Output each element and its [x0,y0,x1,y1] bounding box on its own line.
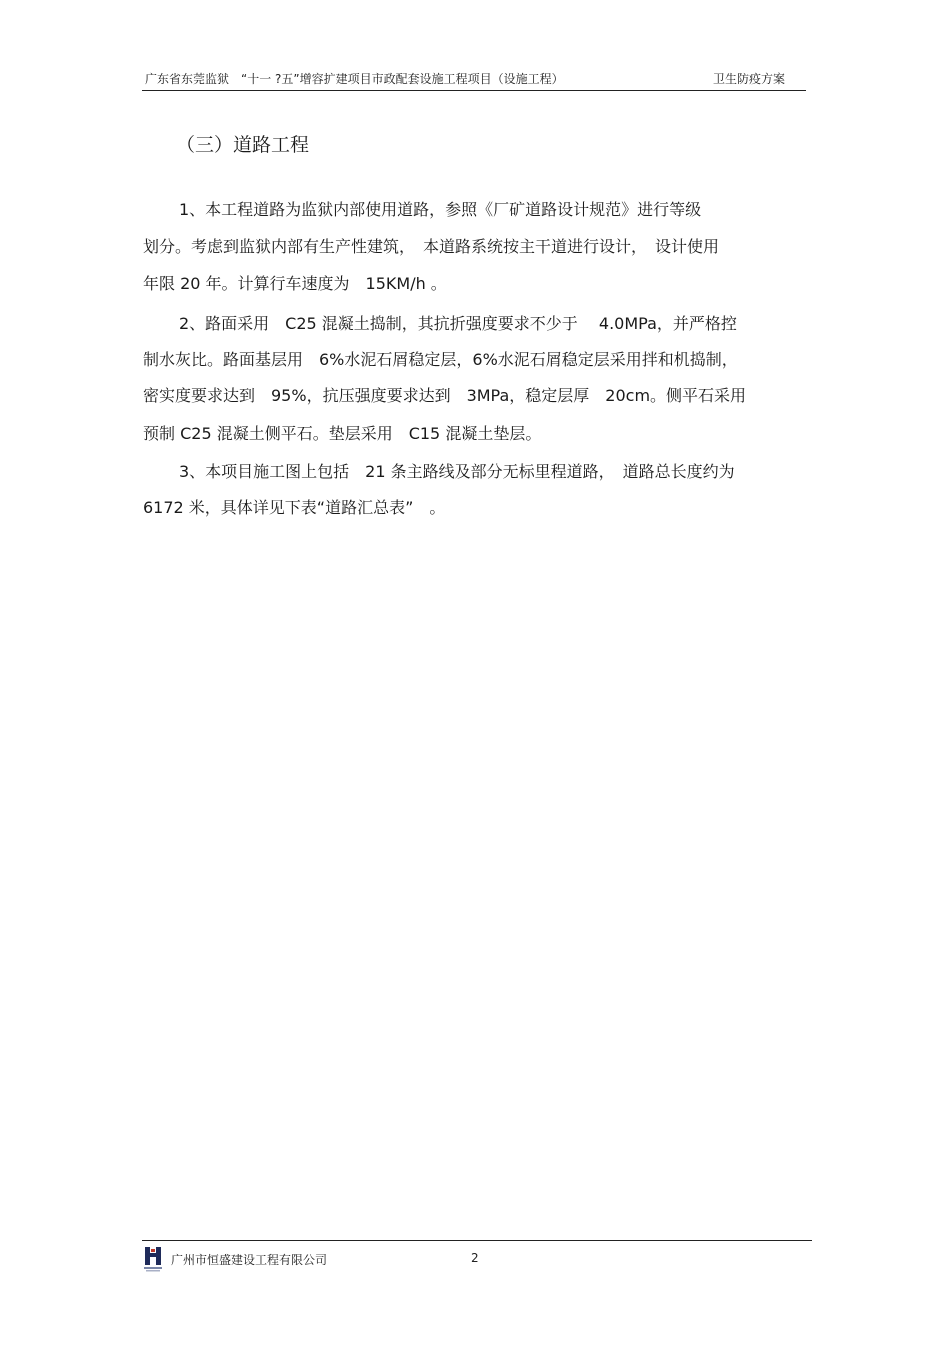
company-logo-icon [143,1246,163,1272]
page-number: 2 [471,1251,479,1265]
section-heading: （三）道路工程 [176,134,310,156]
paragraph-line: 1、本工程道路为监狱内部使用道路，参照《厂矿道路设计规范》进行等级 [179,200,702,219]
paragraph-line: 2、路面采用 C25 混凝土捣制，其抗折强度要求不少于 4.0MPa，并严格控 [179,314,737,333]
paragraph-line: 密实度要求达到 95%，抗压强度要求达到 3MPa，稳定层厚 20cm。侧平石采用 [143,386,747,405]
paragraph-line: 制水灰比。路面基层用 6%水泥石屑稳定层，6%水泥石屑稳定层采用拌和机捣制， [143,350,738,369]
footer-rule [142,1240,812,1241]
paragraph-line: 划分。考虑到监狱内部有生产性建筑， 本道路系统按主干道进行设计， 设计使用 [143,237,720,256]
page-header-left: 广东省东莞监狱 “十一 ?五”增容扩建项目市政配套设施工程项目（设施工程） [145,72,564,86]
paragraph-line: 3、本项目施工图上包括 21 条主路线及部分无标里程道路， 道路总长度约为 [179,462,735,481]
paragraph-line: 预制 C25 混凝土侧平石。垫层采用 C15 混凝土垫层。 [143,424,542,443]
paragraph-line: 6172 米，具体详见下表“道路汇总表” 。 [143,498,446,517]
paragraph-line: 年限 20 年。计算行车速度为 15KM/h 。 [143,274,447,293]
page-header-right: 卫生防疫方案 [713,72,786,86]
footer-company-name: 广州市恒盛建设工程有限公司 [171,1253,328,1267]
header-rule [142,90,806,91]
